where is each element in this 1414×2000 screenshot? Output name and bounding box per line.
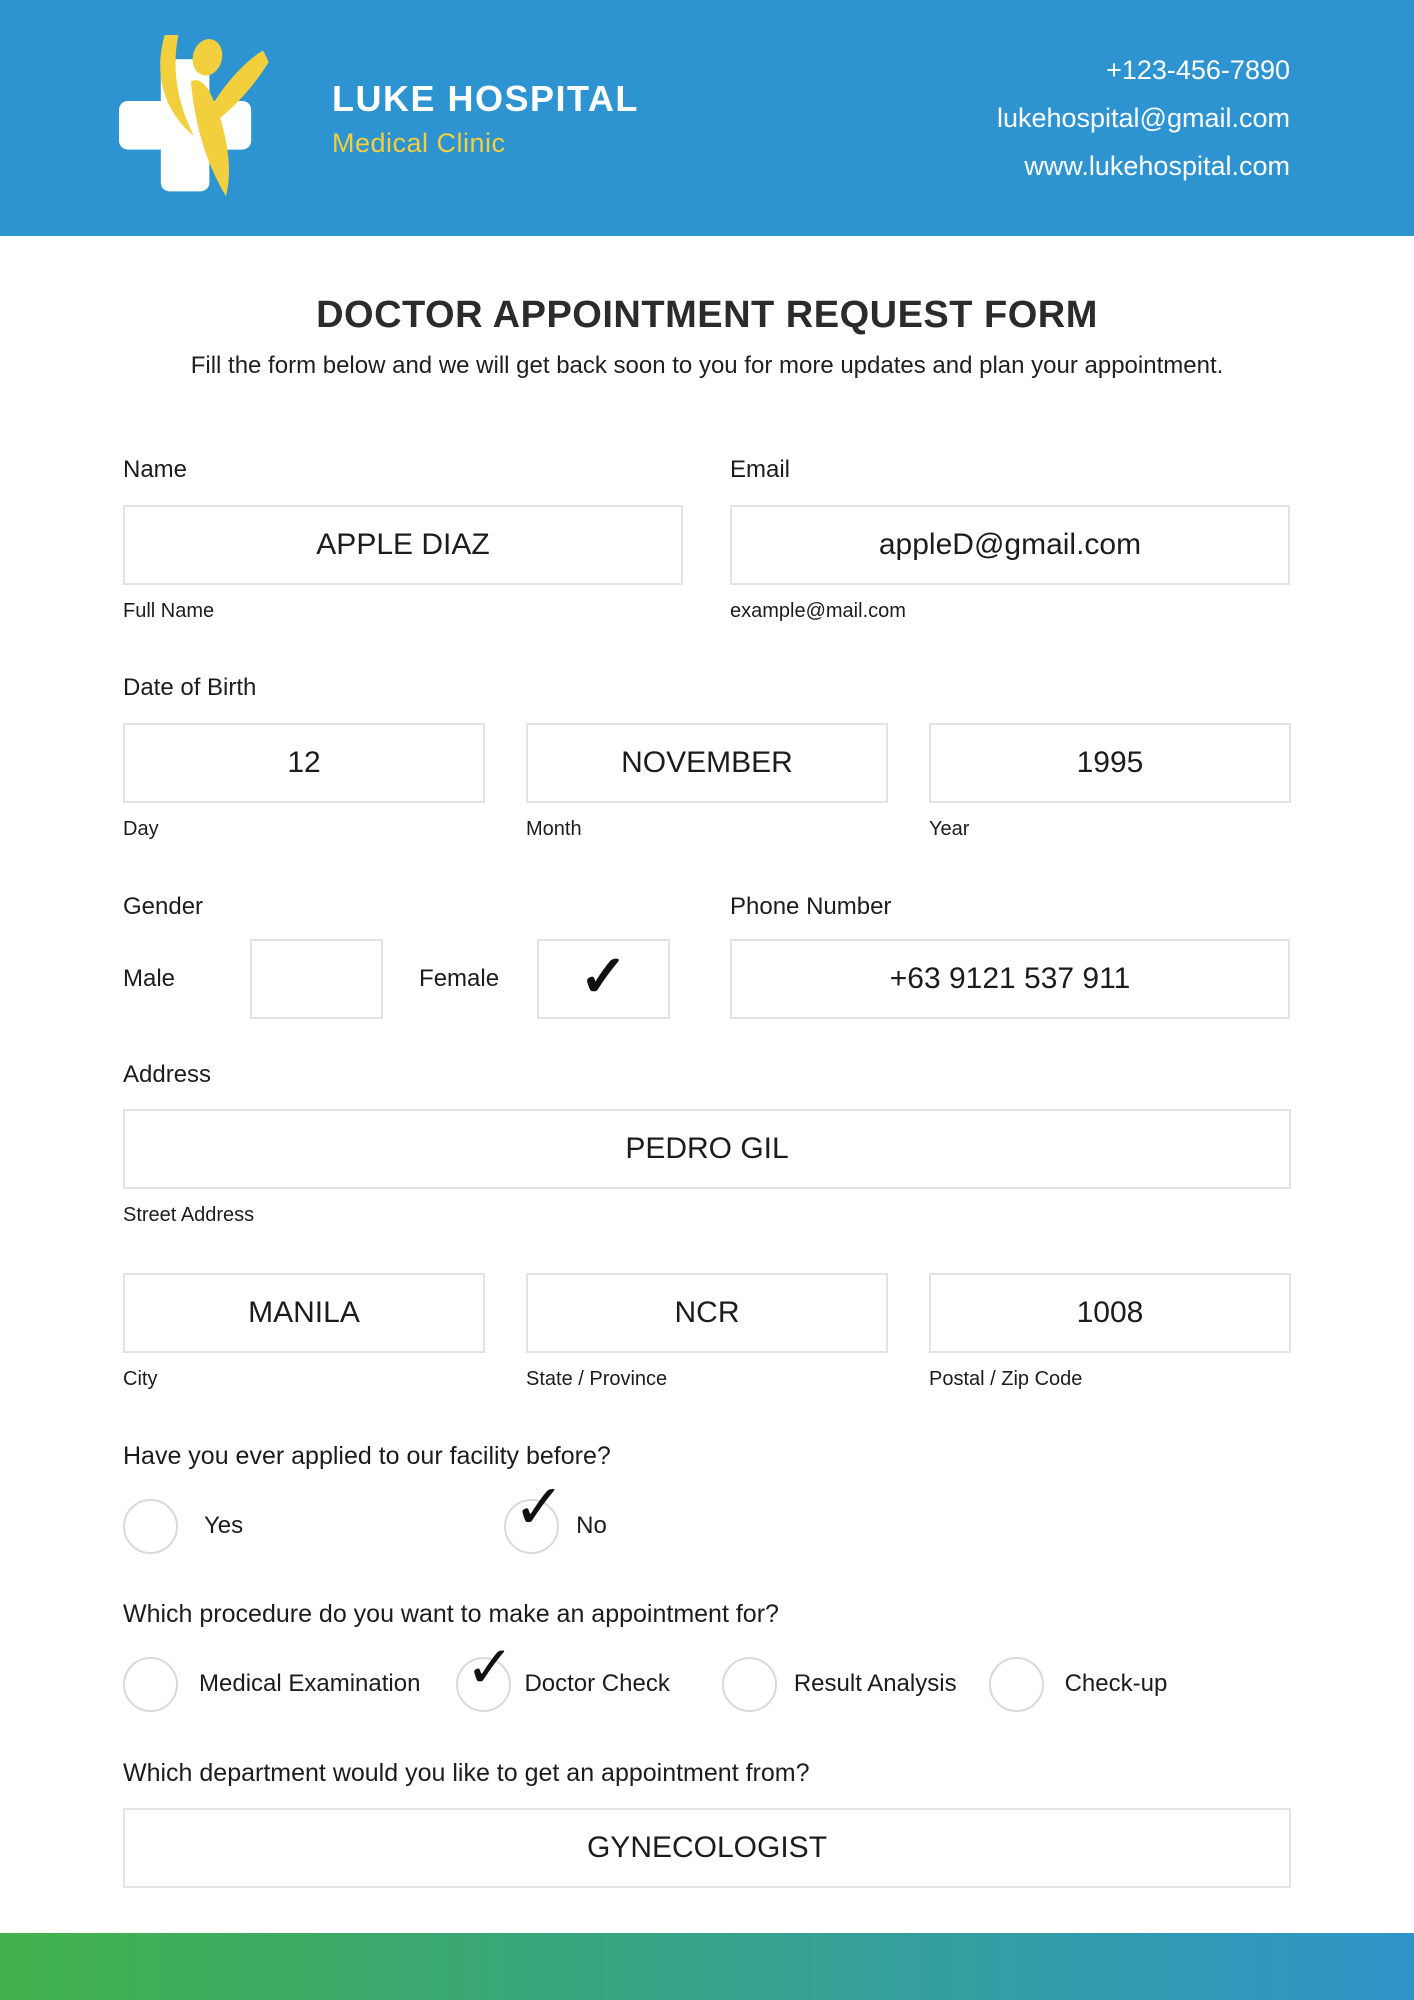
month-helper: Month (526, 818, 582, 840)
zip-field (929, 1273, 1291, 1392)
hospital-logo-icon (103, 33, 308, 203)
footer-bar (0, 1933, 1414, 2000)
name-helper: Full Name (123, 600, 215, 622)
month-input[interactable]: NOVEMBER (526, 723, 888, 803)
radio-doctor-check-checkmark-icon: ✓ (465, 1634, 515, 1700)
dob-row (123, 723, 1291, 842)
name-email-row (123, 455, 1291, 624)
radio-no-checkmark-icon: ✓ (513, 1472, 566, 1542)
radio-doctor-check[interactable] (456, 1634, 515, 1712)
doctor-check-label: Doctor Check (524, 1670, 670, 1697)
procedure-options (123, 1634, 1291, 1712)
applied-before-question: Have you ever applied to our facility before? (123, 1442, 611, 1470)
contact-email: lukehospital@gmail.com (996, 103, 1290, 133)
check-up-label: Check-up (1064, 1670, 1168, 1697)
no-label: No (576, 1512, 607, 1539)
gender-phone-row (123, 892, 1291, 1019)
contact-phone: +123-456-7890 (1106, 55, 1290, 85)
gender-controls (123, 939, 683, 1019)
city-field (123, 1273, 485, 1392)
radio-yes[interactable] (123, 1499, 178, 1554)
name-input[interactable]: APPLE DIAZ (123, 505, 683, 585)
year-helper: Year (929, 818, 970, 840)
name-label: Name (123, 456, 188, 483)
header (0, 0, 1414, 236)
state-field (526, 1273, 888, 1392)
phone-field (730, 892, 1290, 1019)
radio-medical-examination[interactable] (123, 1657, 178, 1712)
header-contact (997, 46, 1290, 190)
gender-label: Gender (123, 893, 204, 920)
radio-no[interactable] (504, 1472, 566, 1554)
address-label: Address (123, 1061, 212, 1088)
gender-field (123, 892, 683, 1019)
form-subtitle: Fill the form below and we will get back soon to you for more updates and plan your appointment. (190, 352, 1224, 379)
name-field (123, 455, 683, 624)
city-input[interactable]: MANILA (123, 1273, 485, 1353)
brand-name: LUKE HOSPITAL (332, 77, 639, 119)
email-input[interactable]: appleD@gmail.com (730, 505, 1290, 585)
male-checkbox[interactable] (250, 939, 383, 1019)
street-helper: Street Address (123, 1204, 255, 1226)
dob-month-field (526, 723, 888, 842)
city-state-zip-row (123, 1273, 1291, 1392)
form-body (0, 293, 1414, 1888)
applied-before-options (123, 1472, 1291, 1554)
yes-label: Yes (204, 1512, 244, 1539)
dob-day-field (123, 723, 485, 842)
medical-examination-label: Medical Examination (199, 1670, 421, 1697)
street-input[interactable]: PEDRO GIL (123, 1109, 1291, 1189)
result-analysis-label: Result Analysis (793, 1670, 957, 1697)
zip-input[interactable]: 1008 (929, 1273, 1291, 1353)
department-question: Which department would you like to get an appointment from? (123, 1759, 810, 1787)
day-helper: Day (123, 818, 159, 840)
brand-tagline: Medical Clinic (332, 127, 506, 158)
form-title: DOCTOR APPOINTMENT REQUEST FORM (316, 294, 1098, 336)
email-helper: example@mail.com (730, 600, 906, 622)
contact-website: www.lukehospital.com (1024, 151, 1290, 181)
phone-label: Phone Number (730, 893, 892, 920)
phone-input[interactable]: +63 9121 537 911 (730, 939, 1290, 1019)
email-field (730, 455, 1290, 624)
day-input[interactable]: 12 (123, 723, 485, 803)
year-input[interactable]: 1995 (929, 723, 1291, 803)
state-helper: State / Province (526, 1368, 668, 1390)
gender-male-label: Male (123, 965, 176, 992)
female-checkbox[interactable] (537, 939, 670, 1019)
procedure-question: Which procedure do you want to make an appointment for? (123, 1600, 779, 1628)
radio-result-analysis[interactable] (722, 1657, 777, 1712)
state-input[interactable]: NCR (526, 1273, 888, 1353)
dob-label: Date of Birth (123, 674, 257, 701)
gender-female-label: Female (419, 965, 500, 992)
radio-check-up[interactable] (989, 1657, 1044, 1712)
female-checkbox-checkmark-icon: ✓ (579, 944, 628, 1009)
email-label: Email (730, 456, 791, 483)
brand-text (332, 79, 639, 158)
city-helper: City (123, 1368, 158, 1390)
zip-helper: Postal / Zip Code (929, 1368, 1083, 1390)
department-input[interactable]: GYNECOLOGIST (123, 1808, 1291, 1888)
brand (103, 33, 639, 203)
dob-year-field (929, 723, 1291, 842)
